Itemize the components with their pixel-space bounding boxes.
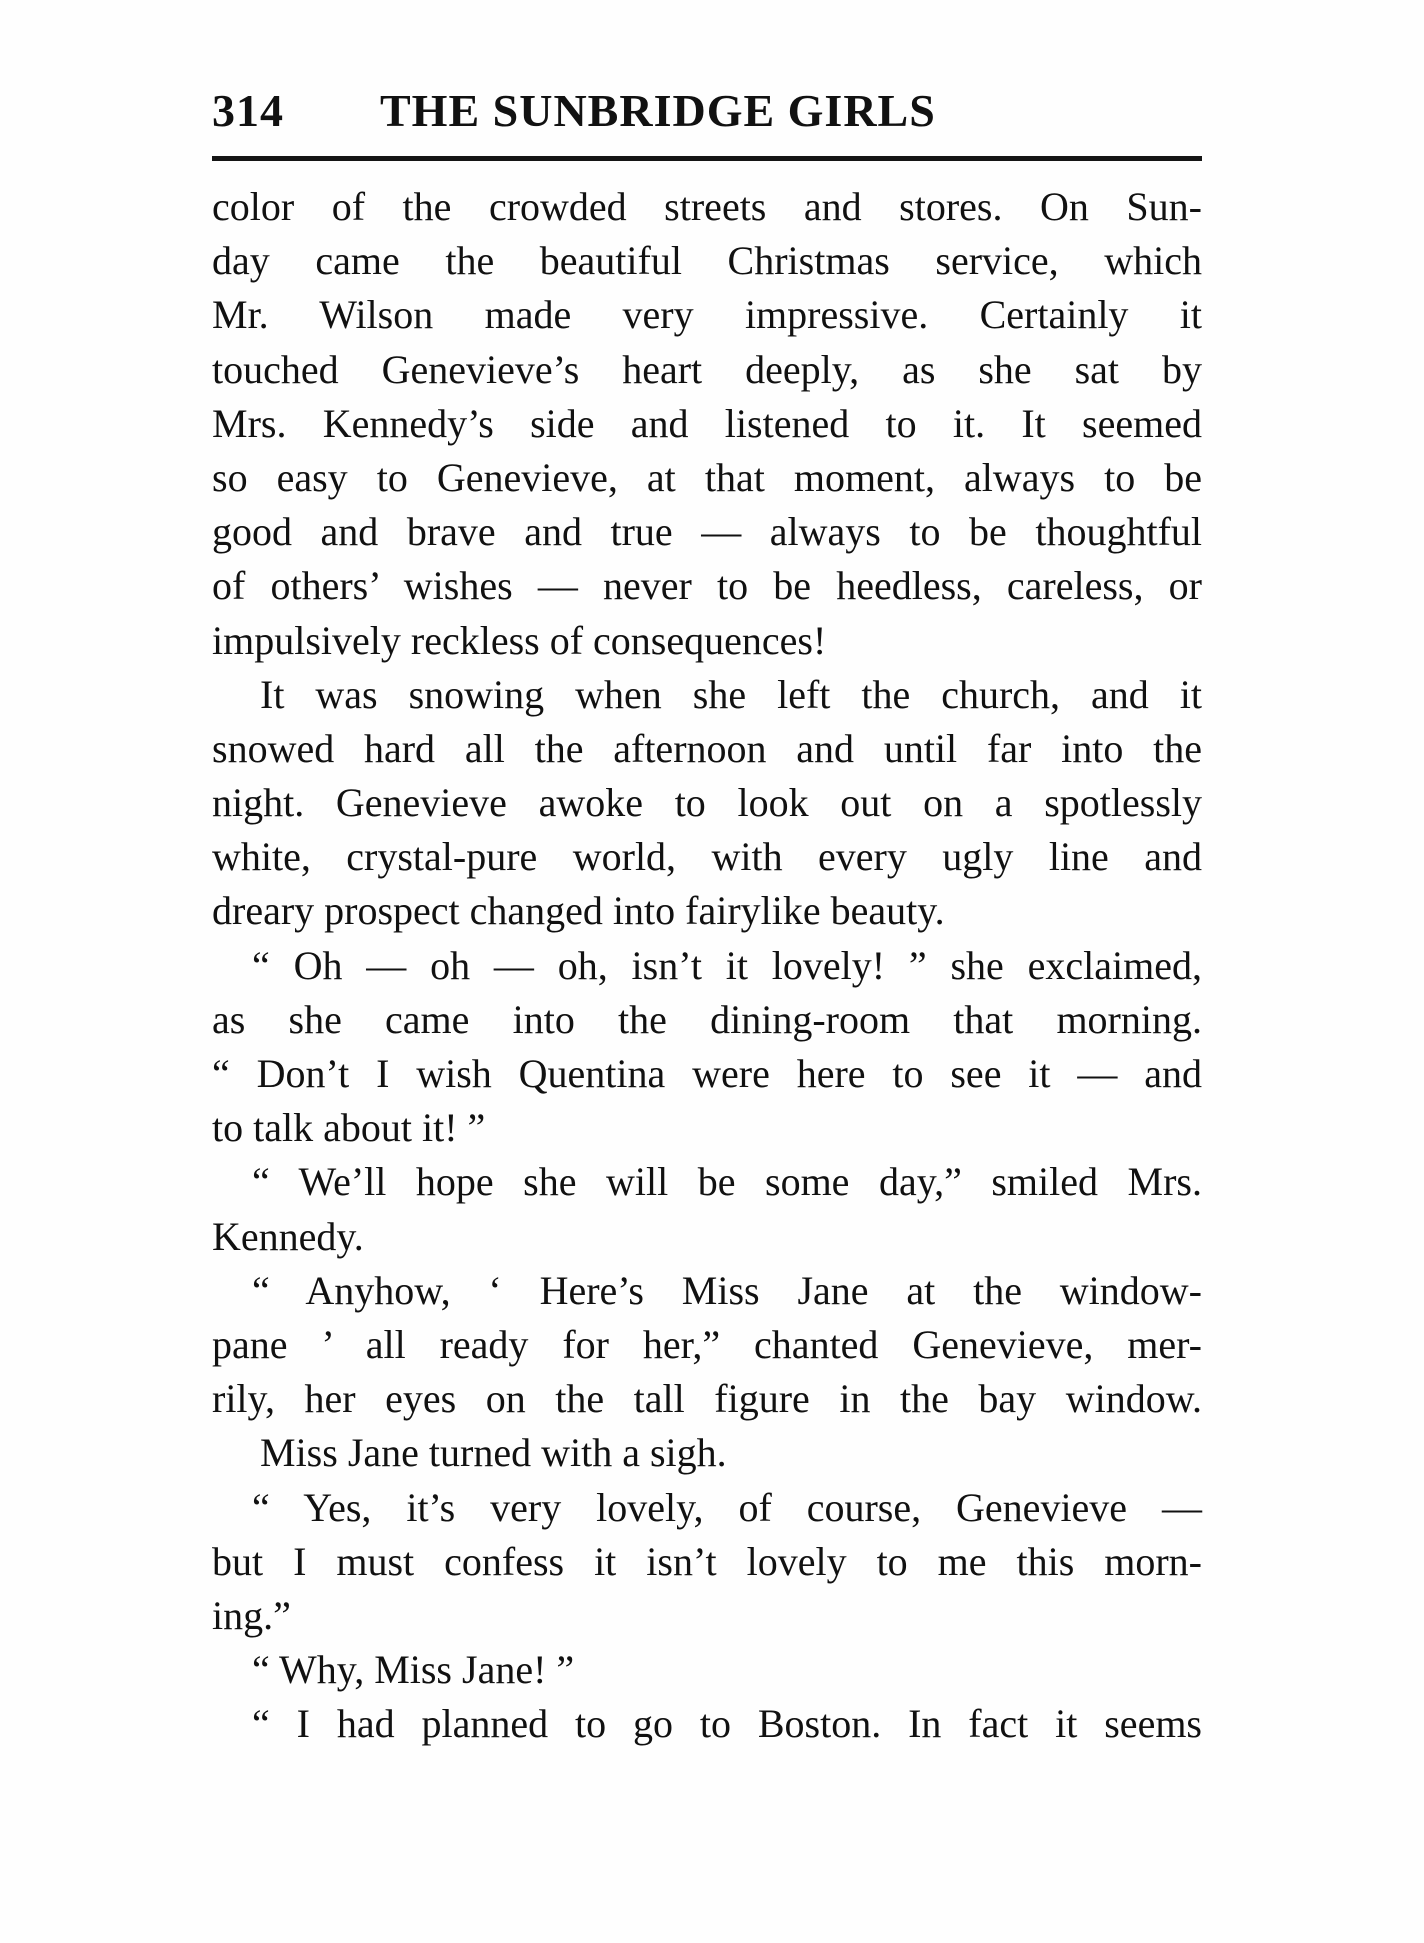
text-line: “ Don’t I wish Quentina were here to see it — and [212,1051,1202,1096]
text-line: Miss Jane turned with a sigh. [260,1430,727,1476]
text-line: good and brave and true — always to be thoughtful [212,509,1202,555]
text-line: “ We’ll hope she will be some day,” smiled Mrs. [252,1159,1202,1205]
text-line: “ Oh — oh — oh, isn’t it lovely! ” she exclaimed, [252,942,1202,988]
text-line: but I must confess it isn’t lovely to me this morn- [212,1538,1202,1584]
text-line: impulsively reckless of consequences! [212,617,827,663]
text-line: night. Genevieve awoke to look out on a spotlessly [212,780,1202,826]
text-line: as she came into the dining-room that morning. [212,996,1202,1042]
text-line: It was snowing when she left the church, and it [260,671,1202,717]
text-line: touched Genevieve’s heart deeply, as she sat by [212,346,1202,392]
header-rule [212,156,1202,161]
text-line: ing.” [212,1592,291,1638]
text-line: of others’ wishes — never to be heedless, careless, or [212,563,1202,609]
text-line: Mrs. Kennedy’s side and listened to it. It seemed [212,400,1202,446]
running-title: THE SUNBRIDGE GIRLS [380,85,936,136]
text-line: snowed hard all the afternoon and until far into the [212,725,1202,771]
text-line: rily, her eyes on the tall figure in the bay window. [212,1376,1202,1422]
text-line: “ Why, Miss Jane! ” [252,1647,575,1693]
text-line: dreary prospect changed into fairylike beauty. [212,888,945,934]
page-header [212,80,1202,160]
text-line: so easy to Genevieve, at that moment, always to be [212,454,1202,500]
text-line: to talk about it! ” [212,1105,486,1151]
text-line: white, crystal-pure world, with every ugly line and [212,834,1202,880]
text-line: pane ’ all ready for her,” chanted Genevieve, mer- [212,1321,1202,1367]
text-line: Mr. Wilson made very impressive. Certainly it [212,292,1202,338]
body-text [212,180,1202,1751]
text-line: “ I had planned to go to Boston. In fact it seems [252,1701,1202,1747]
text-line: Kennedy. [212,1213,364,1259]
text-line: “ Yes, it’s very lovely, of course, Genevieve — [252,1484,1202,1530]
page-number: 314 [212,85,284,136]
text-line: “ Anyhow, ‘ Here’s Miss Jane at the window- [252,1267,1202,1313]
text-line: color of the crowded streets and stores. On Sun- [212,184,1202,229]
text-line: day came the beautiful Christmas service, which [212,238,1202,284]
